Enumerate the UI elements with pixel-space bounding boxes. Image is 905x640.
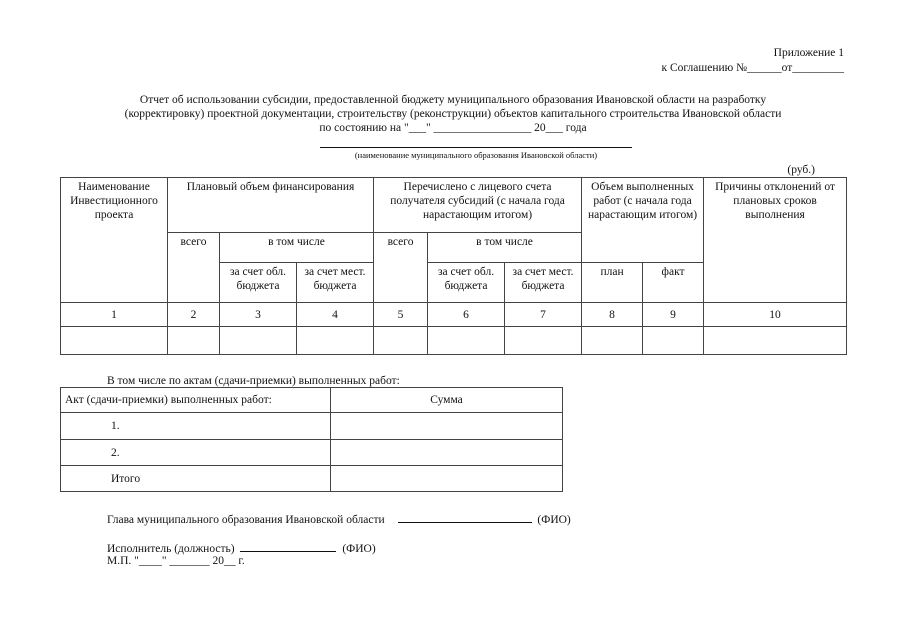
- head-fio: (ФИО): [537, 514, 571, 526]
- empty-cell: [428, 327, 505, 355]
- acts-total-sum: [331, 466, 563, 492]
- column-number-row: [61, 303, 847, 327]
- col-number: 8: [582, 303, 643, 327]
- header-plan: план: [582, 263, 643, 303]
- municipality-caption: (наименование муниципального образования Ивановской области): [354, 150, 598, 160]
- currency-label: (руб.): [787, 164, 815, 176]
- header-planned-local: за счет мест. бюджета: [297, 263, 374, 303]
- acts-header-sum: Сумма: [331, 388, 563, 413]
- acts-intro: В том числе по актам (сдачи-приемки) выполненных работ:: [107, 375, 400, 387]
- empty-cell: [168, 327, 220, 355]
- col-number: 3: [220, 303, 297, 327]
- stamp-line: М.П. "____" _______ 20__ г.: [107, 555, 245, 567]
- empty-cell: [704, 327, 847, 355]
- report-title-line1: Отчет об использовании субсидии, предоставленной бюджету муниципального образования Ивановской области на разработку: [139, 94, 767, 106]
- col-number: 9: [643, 303, 704, 327]
- report-title-line3: по состоянию на "___" _________________ 20___ года: [319, 122, 587, 134]
- header-planned-financing: Плановый объем финансирования: [168, 178, 374, 233]
- empty-cell: [297, 327, 374, 355]
- table-row: [61, 413, 563, 440]
- empty-cell: [220, 327, 297, 355]
- acts-row-label: 1.: [61, 413, 331, 440]
- main-report-table: [60, 177, 847, 355]
- head-signature-line: [107, 511, 571, 527]
- header-transferred-including: в том числе: [428, 233, 582, 263]
- col-number: 5: [374, 303, 428, 327]
- empty-cell: [374, 327, 428, 355]
- appendix-title: Приложение 1: [773, 47, 844, 59]
- header-transferred-regional: за счет обл. бюджета: [428, 263, 505, 303]
- empty-cell: [643, 327, 704, 355]
- head-label: Глава муниципального образования Ивановской области: [107, 514, 385, 526]
- municipality-name-line: [320, 147, 632, 148]
- empty-cell: [505, 327, 582, 355]
- col-number: 10: [704, 303, 847, 327]
- header-planned-regional: за счет обл. бюджета: [220, 263, 297, 303]
- executor-blank: [240, 540, 336, 552]
- table-row: [61, 440, 563, 466]
- acts-header-act: Акт (сдачи-приемки) выполненных работ:: [61, 388, 331, 413]
- acts-total-label: Итого: [61, 466, 331, 492]
- col-number: 6: [428, 303, 505, 327]
- executor-fio: (ФИО): [342, 543, 376, 555]
- table-row: [61, 466, 563, 492]
- header-project-name: Наименование Инвестиционного проекта: [61, 178, 168, 303]
- acts-row-label: 2.: [61, 440, 331, 466]
- header-transferred: Перечислено с лицевого счета получателя субсидий (с начала года нарастающим итогом): [374, 178, 582, 233]
- agreement-line: к Соглашению №______от_________: [661, 62, 844, 74]
- executor-label: Исполнитель (должность): [107, 543, 235, 555]
- header-planned-total: всего: [168, 233, 220, 303]
- header-deviation-reasons: Причины отклонений от плановых сроков выполнения: [704, 178, 847, 303]
- header-transferred-total: всего: [374, 233, 428, 303]
- report-title-line2: (корректировку) проектной документации, строительству (реконструкции) объектов капитального строительства Ивановской области: [124, 108, 782, 120]
- header-planned-including: в том числе: [220, 233, 374, 263]
- header-work-volume: Объем выполненных работ (с начала года нарастающим итогом): [582, 178, 704, 263]
- col-number: 1: [61, 303, 168, 327]
- empty-cell: [582, 327, 643, 355]
- col-number: 2: [168, 303, 220, 327]
- acts-table: [60, 387, 563, 492]
- header-fact: факт: [643, 263, 704, 303]
- col-number: 7: [505, 303, 582, 327]
- head-signature-blank: [398, 511, 532, 523]
- table-row: [61, 327, 847, 355]
- acts-row-sum: [331, 413, 563, 440]
- header-transferred-local: за счет мест. бюджета: [505, 263, 582, 303]
- empty-cell: [61, 327, 168, 355]
- col-number: 4: [297, 303, 374, 327]
- acts-row-sum: [331, 440, 563, 466]
